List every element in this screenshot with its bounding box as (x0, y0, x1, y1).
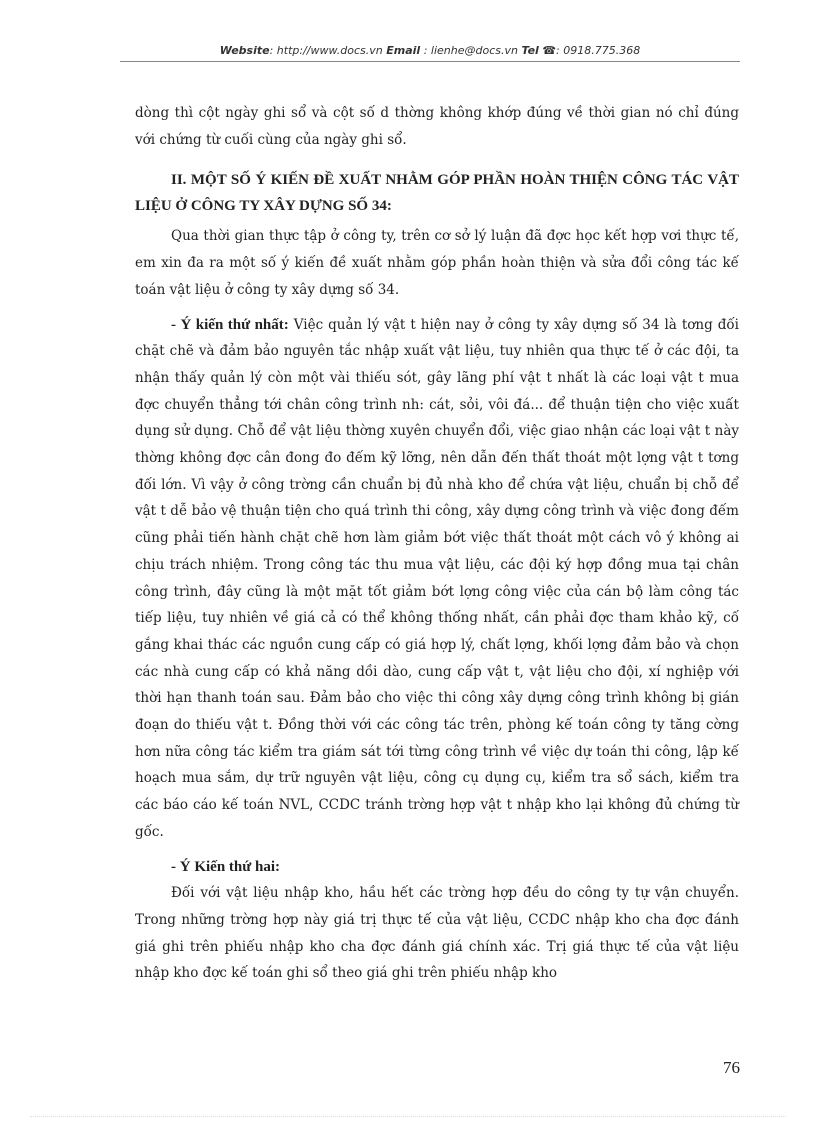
opinion-1-label: - Ý kiến thứ nhất: (171, 316, 289, 333)
opinion-2-heading (135, 854, 739, 881)
opinion-1-text: Việc quản lý vật t hiện nay ở công ty xây dựng số 34 là tơng đối chặt chẽ và đảm bảo nguyên tắc nhập xuất vật liệu, tuy nhiên qua thực tế ở các đội, ta nhận thấy quản lý còn một vài thiếu sót, gây lãng phí vật t nhất là các loại vật t mua đợc chuyển thẳng tới chân công trình nh: cát, sỏi, vôi đá... để thuận tiện cho việc xuất dụng sử dụng. Chỗ để vật liệu thờng xuyên chuyển đổi, việc giao nhận các loại vật t này thờng không đợc cân đong đo đếm kỹ lỡng, nên dẫn đến thất thoát một lợng vật t tơng đối lớn. Vì vậy ở công trờng cần chuẩn bị đủ nhà kho để chứa vật liệu, chuẩn bị chỗ để vật t dễ bảo vệ thuận tiện cho quá trình thi công, xây dựng công trình và việc đong đếm cũng phải tiến hành chặt chẽ hơn làm giảm bớt việc thất thoát một cách vô ý không ai chịu trách nhiệm. Trong công tác thu mua vật liệu, các đội ký hợp đồng mua tại chân công trình, đây cũng là một mặt tốt giảm bớt lợng công việc của cán bộ làm công tác tiếp liệu, tuy nhiên về giá cả có thể không thống nhất, cần phải đợc tham khảo kỹ, cố gắng khai thác các nguồn cung cấp có giá hợp lý, chất lợng, khối lợng đảm bảo và chọn các nhà cung cấp có khả năng dồi dào, cung cấp vật t, vật liệu cho đội, xí nghiệp với thời hạn thanh toán sau. Đảm bảo cho việc thi công xây dựng công trình không bị gián đoạn do thiếu vật t. Đồng thời với các công tác trên, phòng kế toán công ty tăng cờng hơn nữa công tác kiểm tra giám sát tới từng công trình về việc dự toán thi công, lập kế hoạch mua sắm, dự trữ nguyên vật liệu, công cụ dụng cụ, kiểm tra sổ sách, kiểm tra các báo cáo kế toán NVL, CCDC tránh trờng hợp vật t nhập kho lại không đủ chứng từ gốc. (135, 316, 739, 840)
opinion-2-label: - Ý Kiến thứ hai: (171, 858, 281, 875)
page-header (120, 44, 740, 62)
section-heading: II. MỘT SỐ Ý KIẾN ĐỀ XUẤT NHẰM GÓP PHẦN HOÀN THIỆN CÔNG TÁC VẬT LIỆU Ở CÔNG TY XÂY DỰNG SỐ 34: (135, 172, 739, 215)
paragraph-opinion-2: Đối với vật liệu nhập kho, hầu hết các trờng hợp đều do công ty tự vận chuyển. Trong những trờng hợp này giá trị thực tế của vật liệu, CCDC nhập kho cha đợc đánh giá ghi trên phiếu nhập kho cha đợc đánh giá chính xác. Trị giá thực tế của vật liệu nhập kho đợc kế toán ghi sổ theo giá ghi trên phiếu nhập kho (135, 885, 739, 982)
email-value: : lienhe@docs.vn (420, 44, 522, 57)
website-value: : http://www.docs.vn (269, 44, 387, 57)
tel-label: Tel (521, 44, 539, 57)
tel-value: : 0918.775.368 (556, 44, 641, 57)
paragraph-continuation: dòng thì cột ngày ghi sổ và cột số d thờng không khớp đúng về thời gian nó chỉ đúng với chứng từ cuối cùng của ngày ghi sổ. (135, 105, 739, 148)
paragraph-intro: Qua thời gian thực tập ở công ty, trên cơ sở lý luận đã đợc học kết hợp vơi thực tế, em xin đa ra một số ý kiến đề xuất nhằm góp phần hoàn thiện và sửa đổi công tác kế toán vật liệu ở công ty xây dựng số 34. (135, 228, 739, 298)
email-label: Email (386, 44, 421, 57)
document-body (135, 100, 739, 987)
paragraph-opinion-1 (135, 312, 739, 846)
phone-icon: ☎ (542, 44, 557, 57)
footer-divider (30, 1116, 786, 1117)
website-label: Website (219, 44, 270, 57)
page-number: 76 (723, 1058, 740, 1077)
